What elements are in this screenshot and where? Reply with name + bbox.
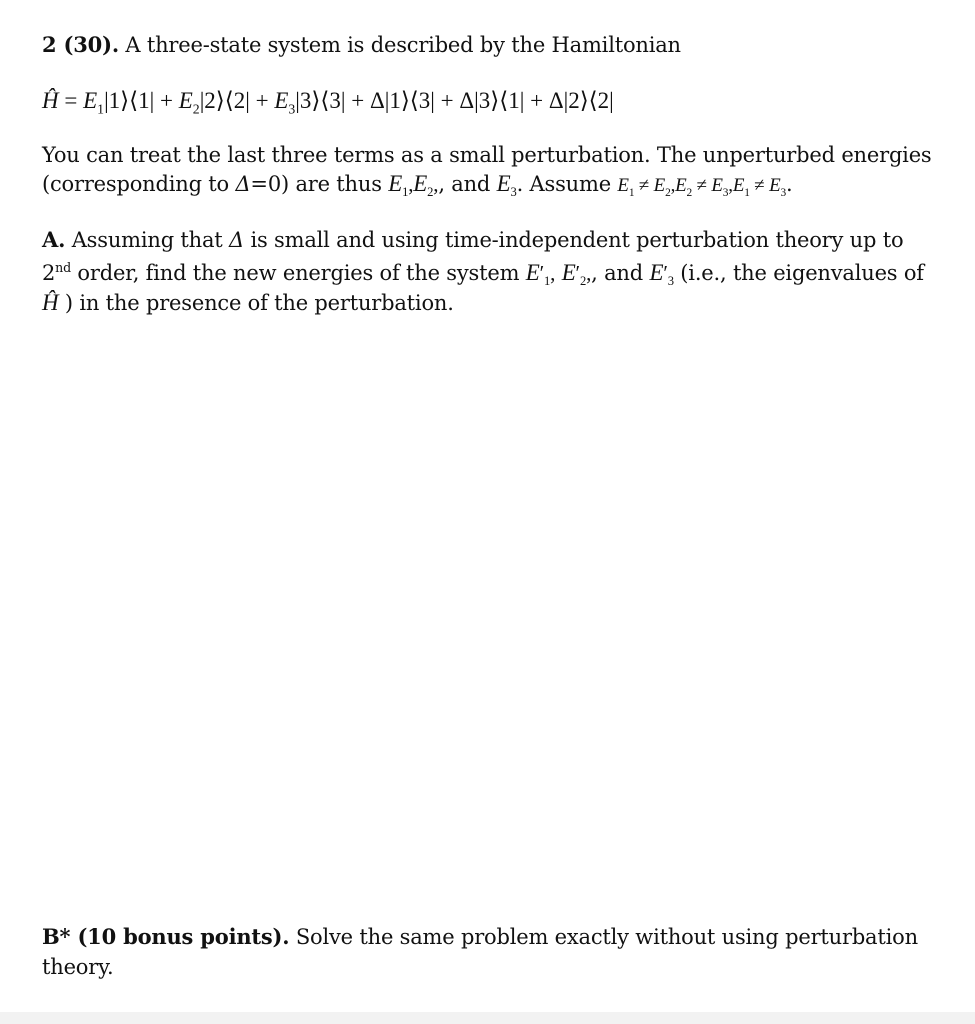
- part-a-line-1: [42, 226, 903, 254]
- comma: ,: [670, 175, 676, 196]
- not-equal-sign: ≠: [634, 175, 654, 196]
- part-b-text: Solve the same problem exactly without using perturbation: [289, 925, 918, 949]
- energy-symbol: E: [83, 88, 98, 113]
- energy-symbol: E: [525, 260, 540, 285]
- not-equal-sign: ≠: [749, 175, 770, 196]
- part-a-text: (i.e., the eigenvalues of: [673, 261, 924, 285]
- prime-mark: ′: [663, 261, 668, 285]
- subscript: 3: [722, 186, 729, 199]
- hamiltonian-symbol: Ĥ: [42, 290, 59, 315]
- subscript: 3: [667, 274, 674, 289]
- ordinal-suffix: nd: [55, 260, 71, 275]
- intro-text: =0) are thus: [250, 172, 389, 196]
- period: .: [785, 172, 793, 196]
- projector-31: |3⟩⟨1|: [474, 88, 525, 113]
- not-equal-sign: ≠: [692, 175, 712, 196]
- problem-heading-text: A three-state system is described by the Hamiltonian: [118, 33, 681, 57]
- projector-33: |3⟩⟨3|: [295, 88, 346, 113]
- subscript: 3: [288, 101, 296, 117]
- energy-symbol: E: [561, 260, 576, 285]
- part-b-label: B* (10 bonus points).: [42, 924, 290, 949]
- subscript: 1: [402, 185, 409, 200]
- projector-22: |2⟩⟨2|: [199, 88, 250, 113]
- part-a-text: ) in the presence of the perturbation.: [58, 291, 454, 315]
- intro-line-1: You can treat the last three terms as a small perturbation. The unperturbed energies: [42, 143, 932, 167]
- subscript: 1: [744, 186, 750, 199]
- energy-symbol: E: [413, 171, 428, 196]
- projector-11: |1⟩⟨1|: [104, 88, 155, 113]
- plus-sign: +: [345, 88, 370, 113]
- hamiltonian-symbol: Ĥ: [42, 88, 59, 113]
- energy-symbol: E: [274, 88, 289, 113]
- part-b-line-2: theory.: [42, 955, 114, 979]
- subscript: 2: [579, 274, 587, 289]
- plus-sign: +: [154, 88, 179, 113]
- subscript: 2: [192, 101, 200, 117]
- intro-text: . Assume: [516, 172, 618, 196]
- page-bottom-edge: [0, 1012, 975, 1024]
- intro-text: (corresponding to: [42, 172, 236, 196]
- delta-symbol: Δ: [369, 88, 385, 113]
- part-a-text: Assuming that: [65, 228, 230, 252]
- delta-symbol: Δ: [229, 228, 244, 252]
- intro-text: , and: [438, 172, 497, 196]
- hamiltonian-equation: [42, 87, 614, 124]
- plus-sign: +: [434, 88, 460, 113]
- assumption-inequalities: [617, 175, 786, 199]
- problem-heading: [42, 31, 681, 59]
- delta-symbol: Δ: [548, 88, 564, 113]
- part-a-line-3: [42, 289, 454, 317]
- prime-mark: ′: [539, 261, 545, 285]
- energy-symbol: E: [711, 175, 723, 196]
- energy-symbol: E: [388, 171, 403, 196]
- delta-symbol: Δ: [235, 172, 251, 196]
- energy-symbol: E: [732, 175, 745, 196]
- energy-symbol: E: [649, 260, 664, 285]
- intro-line-2: [42, 170, 792, 207]
- part-b-line-1: [42, 923, 918, 951]
- subscript: 3: [510, 185, 517, 200]
- prime-mark: ′: [575, 261, 580, 285]
- subscript: 2: [686, 186, 693, 199]
- subscript: 1: [628, 186, 635, 199]
- energy-symbol: E: [769, 175, 781, 196]
- subscript: 2: [427, 185, 434, 200]
- projector-13: |1⟩⟨3|: [384, 88, 435, 113]
- part-a-text: , and: [591, 261, 650, 285]
- energy-symbol: E: [496, 171, 511, 196]
- comma: ,: [728, 175, 733, 196]
- projector-22-perturbation: |2⟩⟨2|: [563, 88, 614, 113]
- part-a-text: is small and using time-independent perturbation theory up to: [243, 228, 904, 252]
- part-a-label: A.: [42, 227, 66, 252]
- energy-symbol: E: [653, 175, 666, 196]
- subscript: 3: [780, 186, 786, 199]
- plus-sign: +: [524, 88, 549, 113]
- energy-symbol: E: [178, 88, 193, 113]
- part-a-text: order, find the new energies of the system: [70, 261, 526, 285]
- comma: ,: [433, 172, 439, 196]
- comma: ,: [586, 261, 592, 285]
- subscript: 1: [97, 101, 105, 117]
- equals-sign: =: [58, 88, 84, 113]
- delta-symbol: Δ: [459, 88, 475, 113]
- energy-symbol: E: [675, 175, 687, 196]
- subscript: 2: [665, 186, 671, 199]
- subscript: 1: [544, 274, 551, 289]
- problem-number: 2 (30).: [42, 32, 119, 57]
- ordinal-number: 2: [42, 261, 56, 285]
- plus-sign: +: [249, 88, 275, 113]
- comma: ,: [408, 172, 414, 196]
- energy-symbol: E: [617, 175, 629, 196]
- comma: ,: [550, 261, 556, 285]
